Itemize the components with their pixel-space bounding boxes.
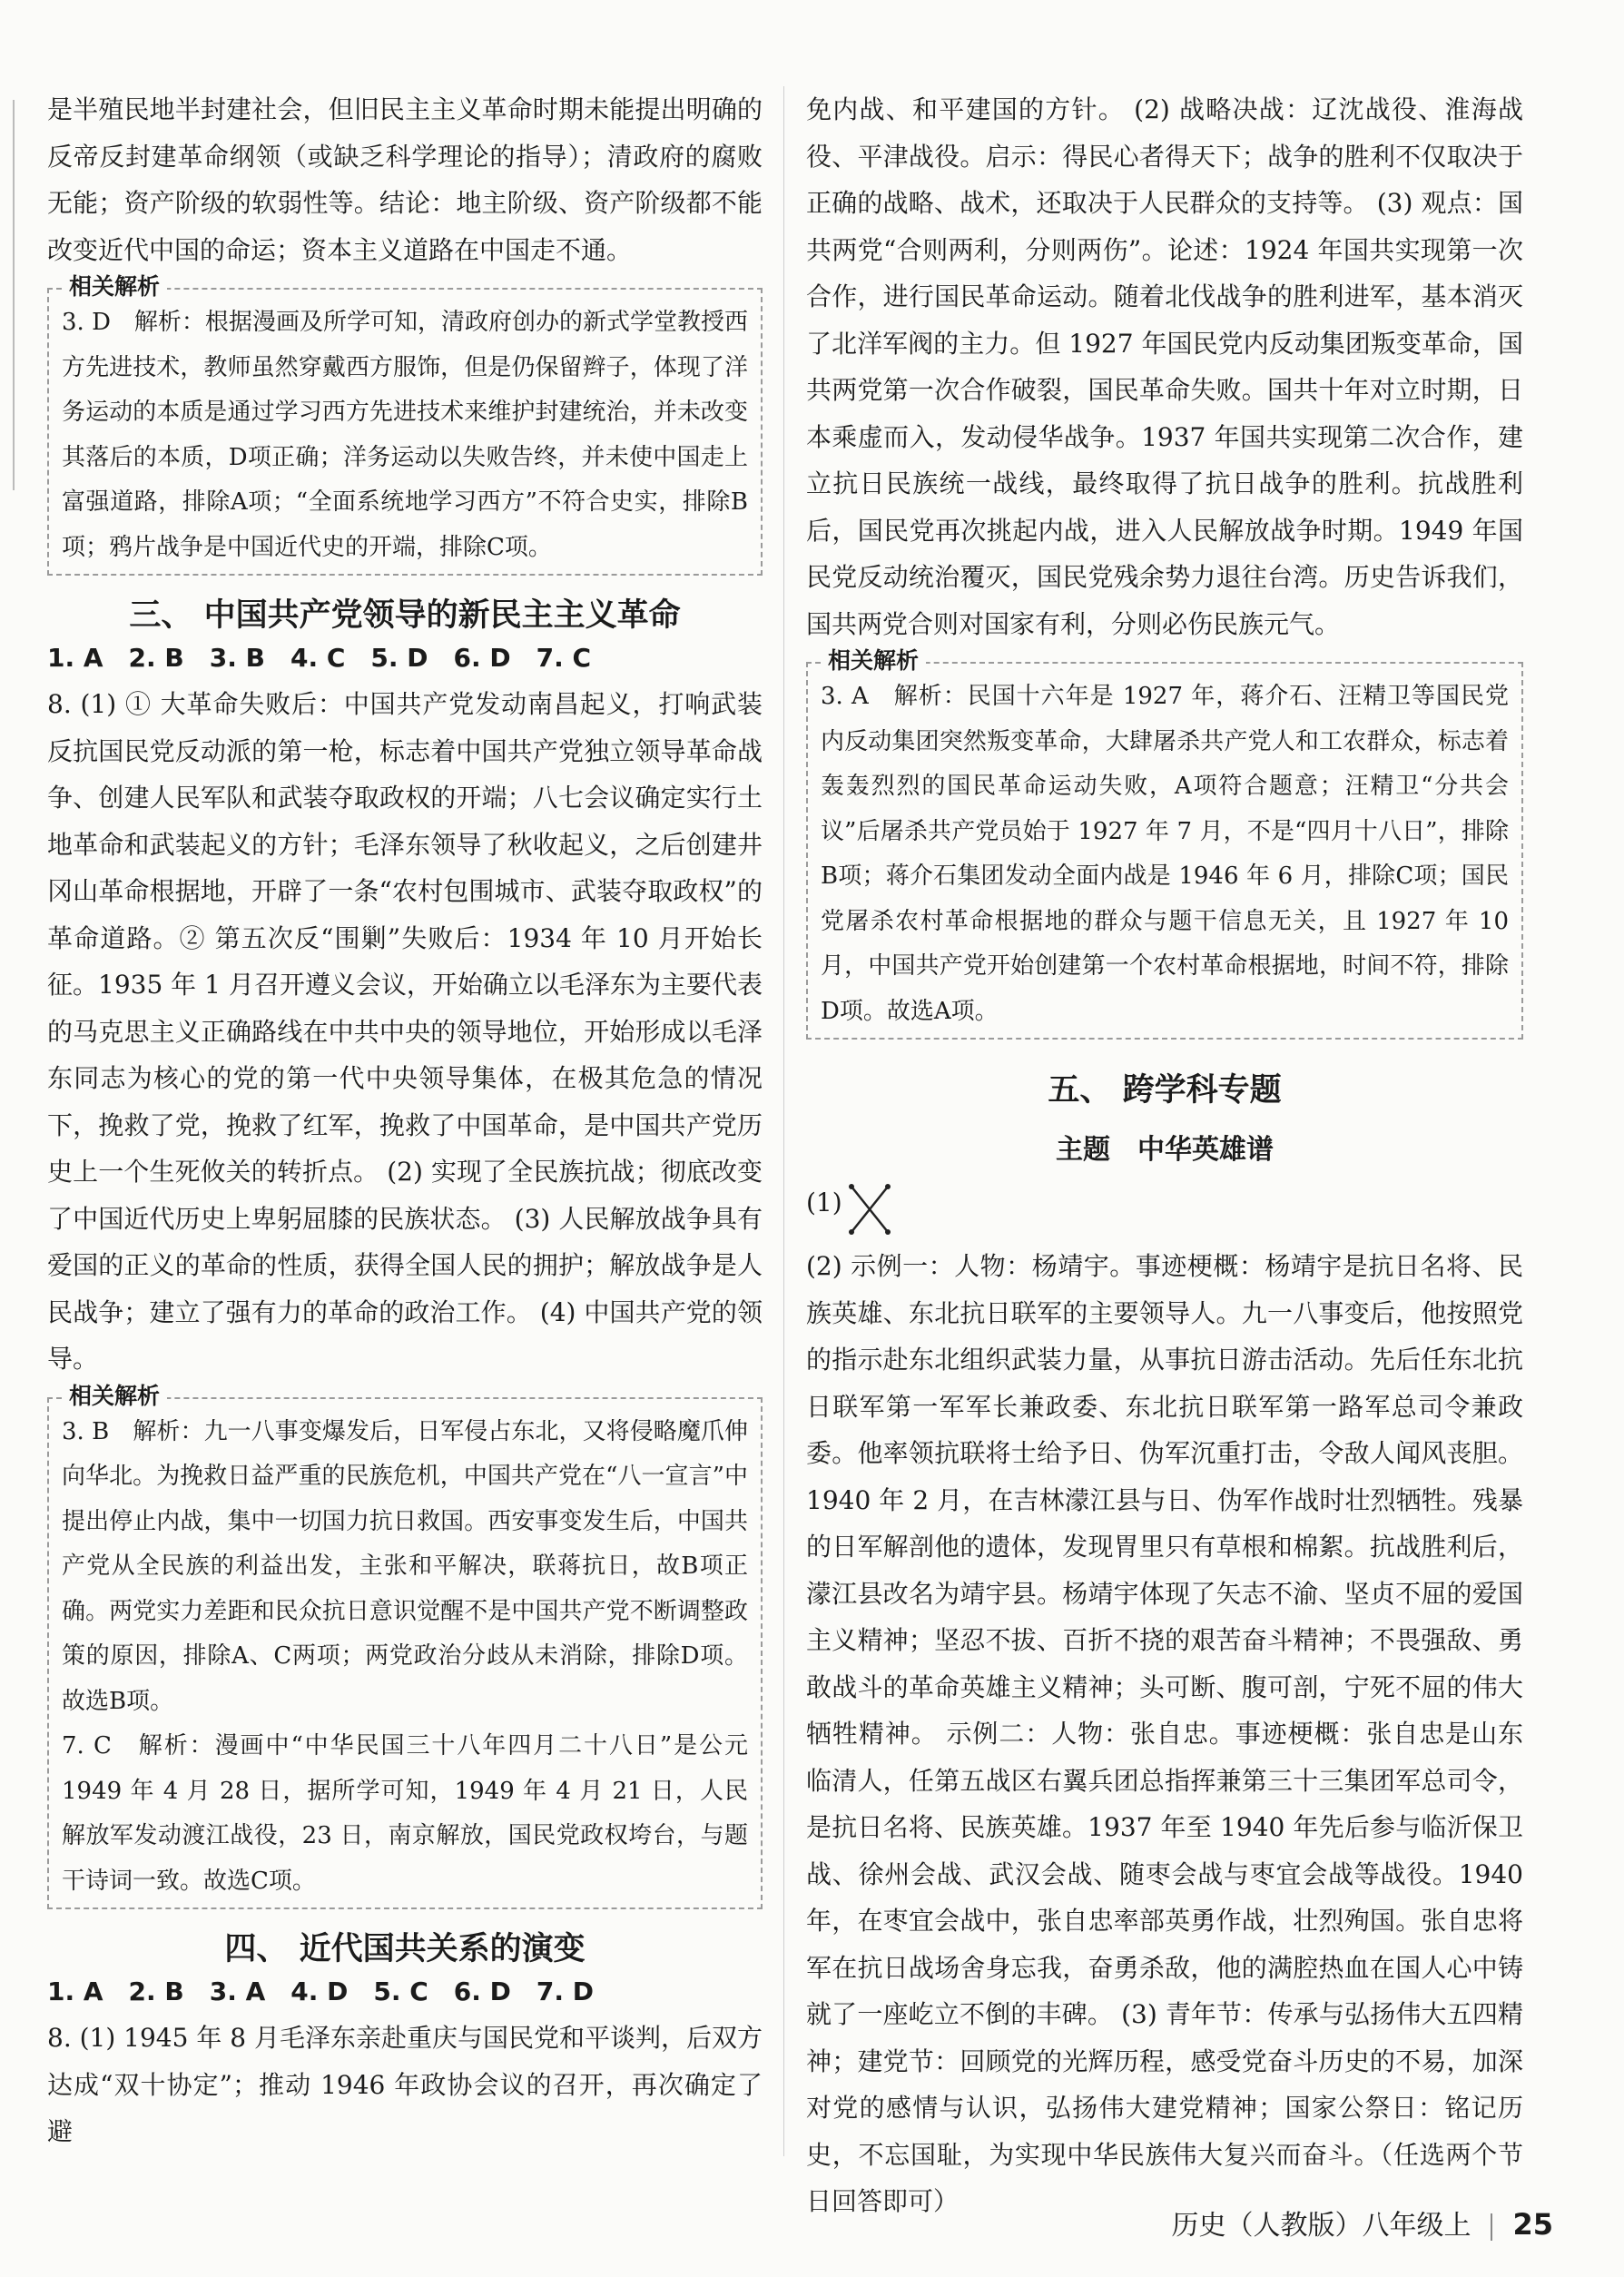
continued-paragraph: 免内战、和平建国的方针。 (2) 战略决战：辽沈战役、淮海战役、平津战役。启示：得民心者得天下；战争的胜利不仅取决于正确的战略、战术，还取决于人民群众的支持等。 (3) 观点：国共两党“合则两利，分则两伤”。论述：1924 年国共实现第一次合作，进行国民革命运动。随着北伐战争的胜利进军，基本消灭了北洋军阀的主力。但 1927 年国民党内反动集团叛变革命，国共两党第一次合作破裂，国民革命失败。国共十年对立时期，日本乘虚而入，发动侵华战争。1937 年国共实现第二次合作，建立抗日民族统一战线，最终取得了抗日战争的胜利。抗战胜利后，国民党再次挑起内战，进入人民解放战争时期。1949 年国民党反动统治覆灭，国民党残余势力退往台湾。历史告诉我们，国共两党合则对国家有利，分则必伤民族元气。 bbox=[806, 94, 1523, 639]
page-edge-line bbox=[13, 100, 15, 490]
footer-separator bbox=[1491, 2213, 1492, 2241]
analysis-text: 3. B 解析：九一八事变爆发后，日军侵占东北，又将侵略魔爪伸向华北。为挽救日益严重的民族危机，中国共产党在“八一宣言”中提出停止内战，集中一切国力抗日救国。西安事变发生后，中国共产党从全民族的利益出发，主张和平解决，联蒋抗日，故B项正确。两党实力差距和民众抗日意识觉醒不是中国共产党不断调整政策的原因，排除A、C两项；两党政治分歧从未消除，排除D项。故选B项。 bbox=[62, 1417, 748, 1715]
analysis-text: 7. C 解析：漫画中“中华民国三十八年四月二十八日”是公元 1949 年 4 月 28 日，据所学可知，1949 年 4 月 21 日，人民解放军发动渡江战役，23 日，南京解放，国民党政权垮台，与题干诗词一致。故选C项。 bbox=[62, 1732, 748, 1895]
question-2-answer: (2) 示例一：人物：杨靖宇。事迹梗概：杨靖宇是抗日名将、民族英雄、东北抗日联军的主要领导人。九一八事变后，他按照党的指示赴东北组织武装力量，从事抗日游击活动。先后任东北抗日联军第一军军长兼政委、东北抗日联军第一路军总司令兼政委。他率领抗联将士给予日、伪军沉重打击，令敌人闻风丧胆。1940 年 2 月，在吉林濛江县与日、伪军作战时壮烈牺牲。残暴的日军解剖他的遗体，发现胃里只有草根和棉絮。抗战胜利后，濛江县改名为靖宇县。杨靖宇体现了矢志不渝、坚贞不屈的爱国主义精神；坚忍不拔、百折不挠的艰苦奋斗精神；不畏强敌、勇敢战斗的革命英雄主义精神；头可断、腹可剖，宁死不屈的伟大牺牲精神。 示例二：人物：张自忠。事迹梗概：张自忠是山东临清人，任第五战区右翼兵团总指挥兼第三十三集团军总司令，是抗日名将、民族英雄。1937 年至 1940 年先后参与临沂保卫战、徐州会战、武汉会战、随枣会战与枣宜会战等战役。1940 年，在枣宜会战中，张自忠率部英勇作战，壮烈殉国。张自忠将军在抗日战场舍身忘我，奋勇杀敌，他的满腔热血在国人心中铸就了一座屹立不倒的丰碑。 (3) 青年节：传承与弘扬伟大五四精神；建党节：回顾党的光辉历程，感受党奋斗历史的不易，加深对党的感情与认识，弘扬伟大建党精神；国家公祭日：铭记历史，不忘国耻，为实现中华民族伟大复兴而奋斗。（任选两个节日回答即可） bbox=[806, 1251, 1523, 2216]
page-number: 25 bbox=[1512, 2207, 1553, 2242]
section-heading-5: 五、 跨学科专题 bbox=[1048, 1072, 1282, 1109]
subject-label: 历史（人教版）八年级上 bbox=[1171, 2210, 1471, 2242]
analysis-box-2 bbox=[47, 1382, 763, 1910]
q1-label: (1) bbox=[806, 1188, 842, 1217]
page-footer bbox=[1171, 2203, 1553, 2242]
question-8-answer: 8. (1) ① 大革命失败后：中国共产党发动南昌起义，打响武装反抗国民党反动派的第一枪，标志着中国共产党独立领导革命战争、创建人民军队和武装夺取政权的开端；八七会议确定实行土地革命和武装起义的方针；毛泽东领导了秋收起义，之后创建井冈山革命根据地，开辟了一条“农村包围城市、武装夺取政权”的革命道路。② 第五次反“围剿”失败后：1934 年 10 月开始长征。1935 年 1 月召开遵义会议，开始确立以毛泽东为主要代表的马克思主义正确路线在中共中央的领导地位，开始形成以毛泽东同志为核心的党的第一代中央领导集体，在极其危急的情况下，挽救了党，挽救了红军，挽救了中国革命，是中国共产党历史上一个生死攸关的转折点。 (2) 实现了全民族抗战；彻底改变了中国近代历史上卑躬屈膝的民族状态。 (3) 人民解放战争具有爱国的正义的革命的性质，获得全国人民的拥护；解放战争是人民战争；建立了强有力的革命的政治工作。 (4) 中国共产党的领导。 bbox=[47, 689, 763, 1374]
analysis-box-1 bbox=[47, 273, 763, 576]
left-column bbox=[47, 86, 763, 2155]
section-heading-4: 四、 近代国共关系的演变 bbox=[224, 1931, 586, 1967]
section-heading-3: 三、 中国共产党领导的新民主主义革命 bbox=[129, 597, 681, 634]
topic-subheading: 主题 中华英雄谱 bbox=[1056, 1134, 1274, 1166]
matching-lines-icon bbox=[846, 1181, 893, 1237]
analysis-label: 相关解析 bbox=[62, 1383, 167, 1410]
right-column bbox=[806, 86, 1523, 2225]
question-8-answer: 8. (1) 1945 年 8 月毛泽东亲赴重庆与国民党和平谈判，后双方达成“双十协定”；推动 1946 年政协会议的召开，再次确定了避 bbox=[47, 2023, 763, 2146]
analysis-box-3 bbox=[806, 647, 1523, 1040]
analysis-label: 相关解析 bbox=[821, 647, 926, 675]
column-divider bbox=[783, 86, 784, 2156]
answers-row-3: 1. A 2. B 3. B 4. C 5. D 6. D 7. C bbox=[47, 643, 592, 673]
matching-answer bbox=[806, 1179, 1523, 1243]
analysis-label: 相关解析 bbox=[62, 273, 167, 301]
analysis-text: 3. D 解析：根据漫画及所学可知，清政府创办的新式学堂教授西方先进技术，教师虽然穿戴西方服饰，但是仍保留辫子，体现了洋务运动的本质是通过学习西方先进技术来维护封建统治，并未改变其落后的本质，D项正确；洋务运动以失败告终，并未使中国走上富强道路，排除A项；“全面系统地学习西方”不符合史实，排除B项；鸦片战争是中国近代史的开端，排除C项。 bbox=[62, 309, 748, 561]
intro-paragraph: 是半殖民地半封建社会，但旧民主主义革命时期未能提出明确的反帝反封建革命纲领（或缺乏科学理论的指导）；清政府的腐败无能；资产阶级的软弱性等。结论：地主阶级、资产阶级都不能改变近代中国的命运；资本主义道路在中国走不通。 bbox=[47, 94, 763, 265]
answers-row-4: 1. A 2. B 3. A 4. D 5. C 6. D 7. D bbox=[47, 1976, 595, 2006]
analysis-text: 3. A 解析：民国十六年是 1927 年，蒋介石、汪精卫等国民党内反动集团突然叛变革命，大肆屠杀共产党人和工农群众，标志着轰轰烈烈的国民革命运动失败，A项符合题意；汪精卫“分共会议”后屠杀共产党员始于 1927 年 7 月，不是“四月十八日”，排除B项；蒋介石集团发动全面内战是 1946 年 6 月，排除C项；国民党屠杀农村革命根据地的群众与题干信息无关，且 1927 年 10 月，中国共产党开始创建第一个农村革命根据地，时间不符，排除D项。故选A项。 bbox=[821, 683, 1509, 1025]
